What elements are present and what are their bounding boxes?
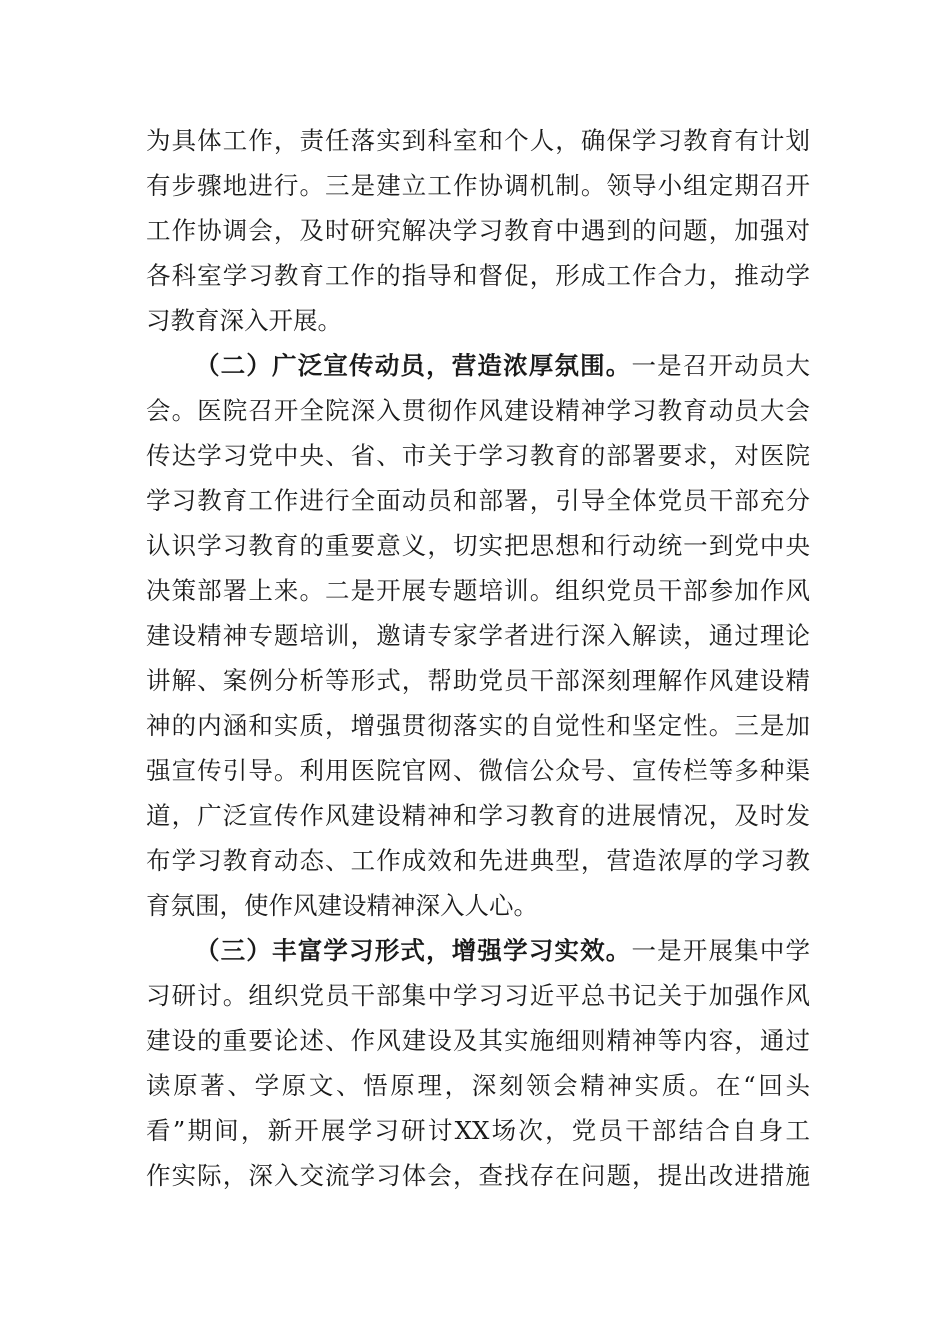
text-line: 工作协调会，及时研究解决学习教育中遇到的问题，加强对 <box>146 216 810 245</box>
section-heading: （三）丰富学习形式，增强学习实效。 <box>195 936 632 965</box>
text-line: 作实际，深入交流学习体会，查找存在问题，提出改进措施 <box>146 1161 810 1190</box>
text-line: 传达学习党中央、省、市关于学习教育的部署要求，对医院 <box>146 441 810 470</box>
text-line: 神的内涵和实质，增强贯彻落实的自觉性和坚定性。三是加 <box>146 711 810 740</box>
text-line: 看”期间，新开展学习研讨XX场次，党员干部结合自身工 <box>146 1116 810 1145</box>
text-line: 建设精神专题培训，邀请专家学者进行深入解读，通过理论 <box>146 621 810 650</box>
text-line: 决策部署上来。二是开展专题培训。组织党员干部参加作风 <box>146 576 810 605</box>
text-line: 育氛围，使作风建设精神深入人心。 <box>146 891 538 920</box>
text-line: 讲解、案例分析等形式，帮助党员干部深刻理解作风建设精 <box>146 666 810 695</box>
text-run: 一是召开动员大 <box>631 351 810 380</box>
text-line: 读原著、学原文、悟原理，深刻领会精神实质。在“回头 <box>146 1071 810 1100</box>
text-line: 有步骤地进行。三是建立工作协调机制。领导小组定期召开 <box>146 171 810 200</box>
text-line: 为具体工作，责任落实到科室和个人，确保学习教育有计划 <box>146 126 810 155</box>
text-line: 强宣传引导。利用医院官网、微信公众号、宣传栏等多种渠 <box>146 756 810 785</box>
text-line: 布学习教育动态、工作成效和先进典型，营造浓厚的学习教 <box>146 846 810 875</box>
paragraph-2 <box>146 343 810 928</box>
text-line: 认识学习教育的重要意义，切实把思想和行动统一到党中央 <box>146 531 810 560</box>
text-line: 习研讨。组织党员干部集中学习习近平总书记关于加强作风 <box>146 981 810 1010</box>
text-line: 各科室学习教育工作的指导和督促，形成工作合力，推动学 <box>146 261 810 290</box>
paragraph-3 <box>146 928 810 1198</box>
paragraph-first-line <box>146 928 810 973</box>
text-line: 习教育深入开展。 <box>146 306 342 335</box>
text-line: 学习教育工作进行全面动员和部署，引导全体党员干部充分 <box>146 486 810 515</box>
paragraph-1 <box>146 118 810 343</box>
section-heading: （二）广泛宣传动员，营造浓厚氛围。 <box>195 351 632 380</box>
text-line: 会。医院召开全院深入贯彻作风建设精神学习教育动员大会 <box>146 396 810 425</box>
paragraph-first-line <box>146 343 810 388</box>
text-line: 道，广泛宣传作风建设精神和学习教育的进展情况，及时发 <box>146 801 810 830</box>
text-line: 建设的重要论述、作风建设及其实施细则精神等内容，通过 <box>146 1026 810 1055</box>
text-run: 一是开展集中学 <box>631 936 810 965</box>
document-body <box>146 118 810 1198</box>
